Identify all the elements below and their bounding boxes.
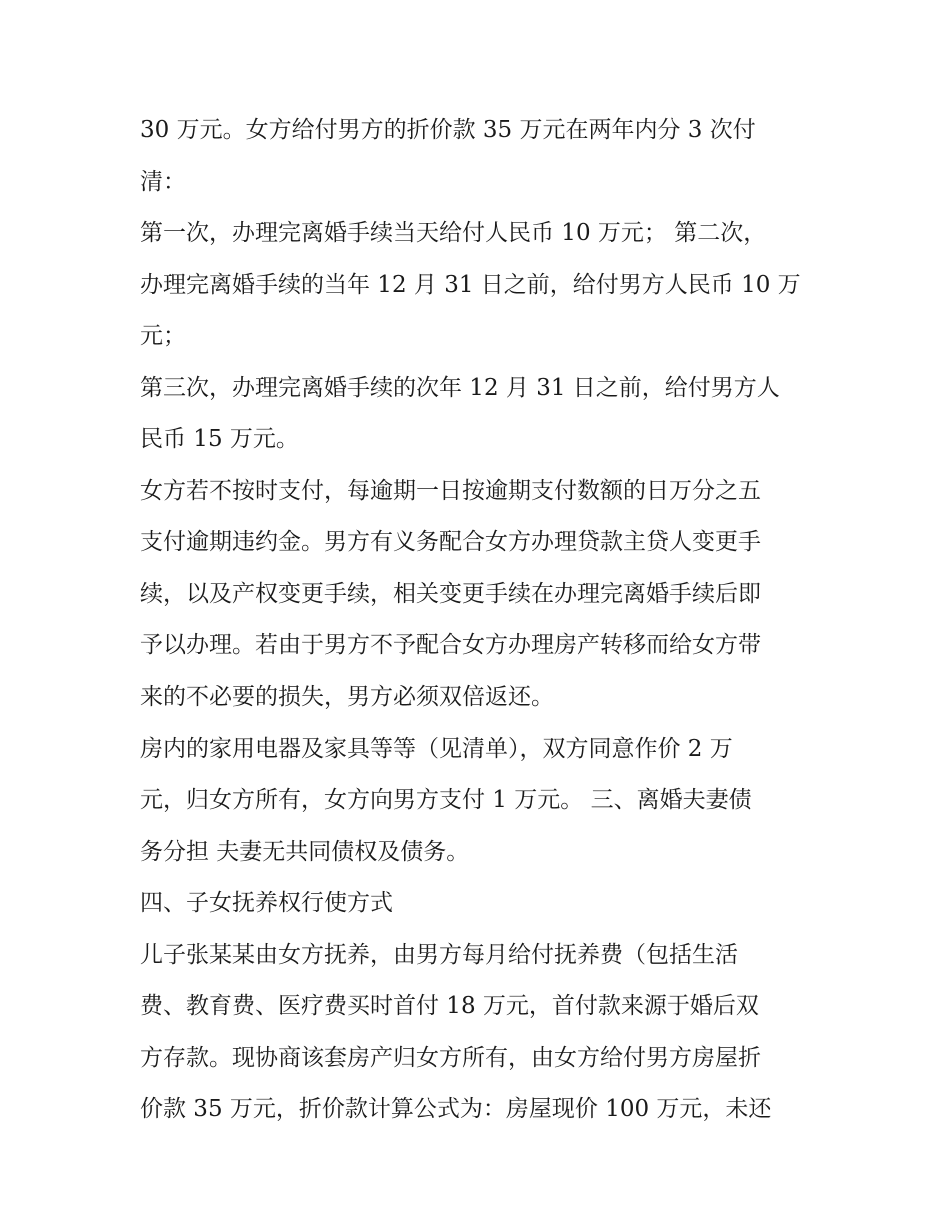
text-line: 费、教育费、医疗费买时首付 18 万元，首付款来源于婚后双 [140, 993, 759, 1020]
text-line: 元，归女方所有，女方向男方支付 1 万元。 三、离婚夫妻债 [140, 787, 752, 814]
text-line: 办理完离婚手续的当年 12 月 31 日之前，给付男方人民币 10 万 [140, 271, 801, 298]
text-line: 第三次，办理完离婚手续的次年 12 月 31 日之前，给付男方人 [140, 374, 780, 401]
document-body [140, 110, 820, 1141]
text-line: 第一次，办理完离婚手续当天给付人民币 10 万元； 第二次， [140, 220, 767, 247]
text-line: 务分担 夫妻无共同债权及债务。 [140, 838, 470, 865]
text-line: 予以办理。若由于男方不予配合女方办理房产转移而给女方带 [140, 632, 761, 659]
text-line: 民币 15 万元。 [140, 426, 299, 453]
text-line: 支付逾期违约金。男方有义务配合女方办理贷款主贷人变更手 [140, 529, 761, 556]
text-line: 30 万元。女方给付男方的折价款 35 万元在两年内分 3 次付 [140, 117, 756, 143]
text-line: 清： [140, 168, 186, 195]
text-line: 元； [140, 323, 186, 350]
text-line: 儿子张某某由女方抚养，由男方每月给付抚养费（包括生活 [140, 941, 738, 968]
text-line: 来的不必要的损失，男方必须双倍返还。 [140, 684, 554, 711]
text-line: 房内的家用电器及家具等等（见清单），双方同意作价 2 万 [140, 735, 733, 762]
text-line: 方存款。现协商该套房产归女方所有，由女方给付男方房屋折 [140, 1044, 761, 1071]
text-line: 续，以及产权变更手续，相关变更手续在办理完离婚手续后即 [140, 580, 761, 607]
text-line: 价款 35 万元，折价款计算公式为：房屋现价 100 万元，未还 [140, 1096, 772, 1123]
text-line: 女方若不按时支付，每逾期一日按逾期支付数额的日万分之五 [140, 477, 761, 504]
section-heading: 四、子女抚养权行使方式 [140, 890, 393, 917]
